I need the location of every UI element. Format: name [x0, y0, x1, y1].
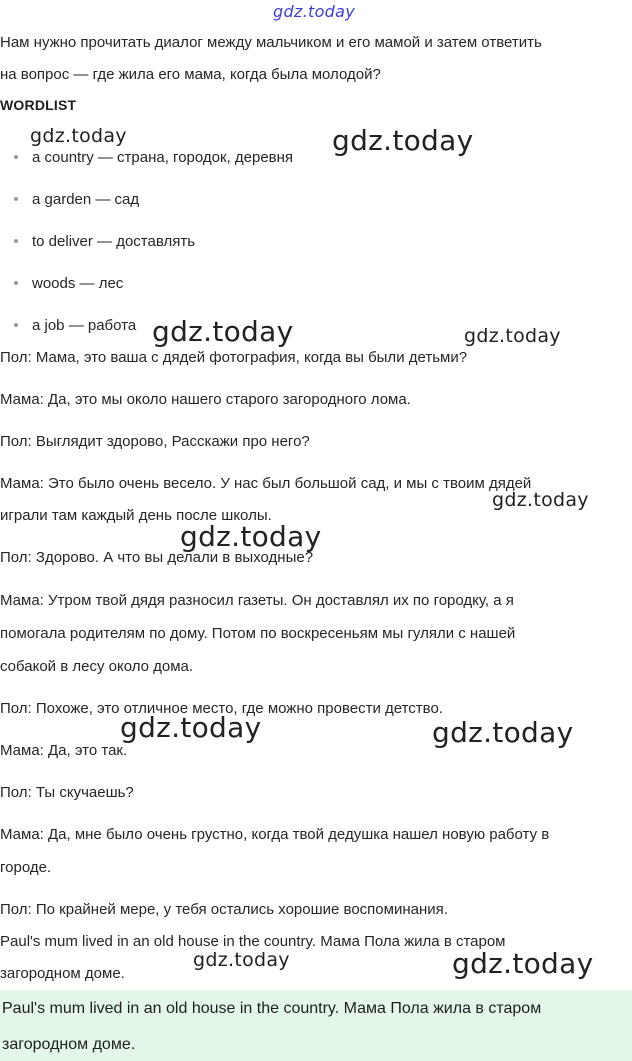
- wordlist-item: a garden — сад: [14, 190, 139, 210]
- dialog-line: играли там каждый день после школы.: [0, 507, 272, 524]
- dialog-line: городе.: [0, 859, 52, 876]
- watermark: gdz.today: [180, 520, 322, 553]
- dialog-line: Мама: Да, это мы около нашего старого загородного лома.: [0, 391, 411, 408]
- wordlist-item: a job — работа: [14, 316, 136, 336]
- dialog-line: собакой в лесу около дома.: [0, 658, 194, 675]
- watermark: gdz.today: [464, 325, 561, 347]
- watermark: gdz.today: [492, 489, 589, 511]
- intro-line-1: Нам нужно прочитать диалог между мальчиком и его мамой и затем ответить: [0, 34, 542, 51]
- wordlist-item: woods — лес: [14, 274, 123, 294]
- watermark: gdz.today: [432, 716, 574, 749]
- bullet-icon: [14, 155, 18, 159]
- dialog-line: Пол: По крайней мере, у тебя остались хорошие воспоминания.: [0, 901, 448, 918]
- dialog-line: Пол: Выглядит здорово, Расскажи про него?: [0, 433, 310, 450]
- dialog-line: загородном доме.: [0, 965, 125, 982]
- bullet-icon: [14, 323, 18, 327]
- dialog-line: помогала родителям по дому. Потом по воскресеньям мы гуляли с нашей: [0, 625, 516, 642]
- answer-box: [0, 990, 632, 1061]
- watermark: gdz.today: [120, 711, 262, 744]
- header-watermark: gdz.today: [273, 2, 355, 21]
- bullet-icon: [14, 281, 18, 285]
- answer-line-2: загородном доме.: [2, 1036, 136, 1053]
- wordlist-title: WORDLIST: [0, 97, 77, 113]
- wordlist-item: to deliver — доставлять: [14, 232, 195, 252]
- dialog-line: Мама: Утром твой дядя разносил газеты. Он доставлял их по городку, а я: [0, 592, 514, 609]
- watermark: gdz.today: [152, 315, 294, 348]
- watermark: gdz.today: [193, 949, 290, 971]
- watermark: gdz.today: [30, 125, 127, 147]
- dialog-line: Пол: Похоже, это отличное место, где можно провести детство.: [0, 700, 443, 717]
- dialog-line: Мама: Это было очень весело. У нас был большой сад, и мы с твоим дядей: [0, 475, 532, 492]
- bullet-icon: [14, 197, 18, 201]
- dialog-line: Paul's mum lived in an old house in the country. Мама Пола жила в старом: [0, 933, 506, 950]
- wordlist-item: a country — страна, городок, деревня: [14, 148, 293, 168]
- dialog-line: Пол: Мама, это ваша с дядей фотография, когда вы были детьми?: [0, 349, 468, 366]
- intro-line-2: на вопрос — где жила его мама, когда была молодой?: [0, 66, 381, 83]
- watermark: gdz.today: [332, 124, 474, 157]
- dialog-line: Мама: Да, это так.: [0, 742, 128, 759]
- watermark: gdz.today: [452, 947, 594, 980]
- answer-line-1: Paul's mum lived in an old house in the country. Мама Пола жила в старом: [2, 1000, 542, 1017]
- dialog-line: Пол: Ты скучаешь?: [0, 784, 134, 801]
- bullet-icon: [14, 239, 18, 243]
- dialog-line: Мама: Да, мне было очень грустно, когда твой дедушка нашел новую работу в: [0, 826, 550, 843]
- dialog-line: Пол: Здорово. А что вы делали в выходные?: [0, 549, 314, 566]
